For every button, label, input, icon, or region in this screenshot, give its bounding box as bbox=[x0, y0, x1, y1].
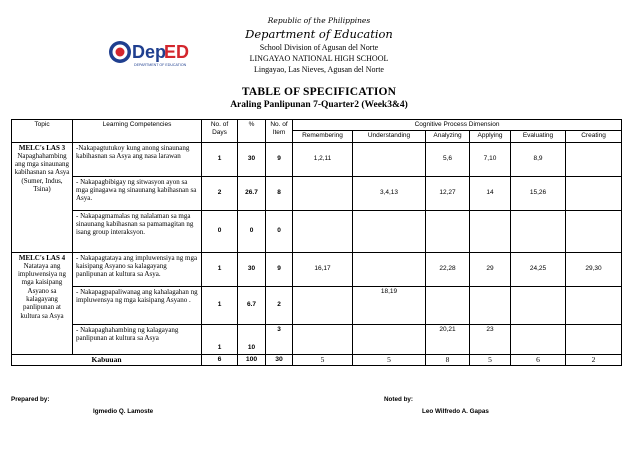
understanding-cell: 18,19 bbox=[353, 286, 426, 324]
evaluating-cell: 8,9 bbox=[511, 142, 566, 176]
total-days: 6 bbox=[202, 354, 238, 365]
table-row bbox=[12, 210, 622, 252]
evaluating-cell: 24,25 bbox=[511, 252, 566, 286]
republic-line: Republic of the Philippines bbox=[267, 16, 371, 25]
department-line: Department of Education bbox=[245, 27, 393, 41]
items-cell: 8 bbox=[266, 176, 293, 210]
total-creating: 2 bbox=[566, 354, 622, 365]
total-items: 30 bbox=[266, 354, 293, 365]
days-cell: 1 bbox=[202, 324, 238, 354]
total-percent: 100 bbox=[238, 354, 266, 365]
col-understanding: Understanding bbox=[353, 131, 426, 142]
analyzing-cell bbox=[426, 210, 470, 252]
total-row bbox=[12, 354, 622, 365]
competency-cell: - Nakapagtataya ang impluwensiya ng mga kaisipang Asyano sa kalagayang panlipunan at kultura sa Asya. bbox=[73, 252, 202, 286]
noted-by-name: Leo Wilfredo A. Gapas bbox=[422, 408, 489, 415]
percent-cell: 30 bbox=[238, 252, 266, 286]
creating-cell bbox=[566, 286, 622, 324]
total-label: Kabuuan bbox=[12, 354, 202, 365]
applying-cell: 23 bbox=[470, 324, 511, 354]
noted-by-label: Noted by: bbox=[384, 396, 414, 403]
percent-cell: 10 bbox=[238, 324, 266, 354]
logo-wordmark-ed: ED bbox=[164, 42, 190, 62]
competency-cell: - Nakapaghahambing ng kalagayang panlipunan at kultura sa Asya bbox=[73, 324, 202, 354]
prepared-by-name: Igmedio Q. Lamoste bbox=[93, 408, 154, 415]
understanding-cell bbox=[353, 210, 426, 252]
total-evaluating: 6 bbox=[511, 354, 566, 365]
remembering-cell bbox=[293, 176, 353, 210]
col-items: No. of Item bbox=[266, 120, 293, 143]
understanding-cell: 3,4,13 bbox=[353, 176, 426, 210]
topic-label: MELC's LAS 3 bbox=[18, 143, 66, 152]
applying-cell: 7,10 bbox=[470, 142, 511, 176]
remembering-cell bbox=[293, 286, 353, 324]
col-competencies: Learning Competencies bbox=[73, 120, 202, 143]
applying-cell: 29 bbox=[470, 252, 511, 286]
total-understanding: 5 bbox=[353, 354, 426, 365]
address-line: Lingayao, Las Nieves, Agusan del Norte bbox=[254, 65, 384, 74]
analyzing-cell: 5,6 bbox=[426, 142, 470, 176]
logo-wordmark-dep: Dep bbox=[132, 42, 167, 62]
col-creating: Creating bbox=[566, 131, 622, 142]
analyzing-cell bbox=[426, 286, 470, 324]
items-cell: 9 bbox=[266, 142, 293, 176]
understanding-cell bbox=[353, 324, 426, 354]
prepared-by-label: Prepared by: bbox=[11, 396, 50, 403]
division-line: School Division of Agusan del Norte bbox=[259, 43, 379, 52]
items-cell: 0 bbox=[266, 210, 293, 252]
table-row bbox=[12, 286, 622, 324]
evaluating-cell bbox=[511, 324, 566, 354]
total-remembering: 5 bbox=[293, 354, 353, 365]
percent-cell: 26.7 bbox=[238, 176, 266, 210]
days-cell: 1 bbox=[202, 252, 238, 286]
understanding-cell bbox=[353, 252, 426, 286]
percent-cell: 6.7 bbox=[238, 286, 266, 324]
competency-cell: -Nakapagtutukoy kung anong sinaunang kabihasnan sa Asya ang nasa larawan bbox=[73, 142, 202, 176]
evaluating-cell bbox=[511, 210, 566, 252]
header-row-1 bbox=[12, 120, 622, 131]
topic-cell bbox=[12, 142, 73, 252]
topic-label: MELC's LAS 4 bbox=[18, 253, 66, 262]
specification-table bbox=[11, 119, 622, 366]
applying-cell bbox=[470, 286, 511, 324]
competency-cell: - Nakapagmamalas ng nalalaman sa mga sinaunang kabihasnan sa pamamagitan ng isang group interaksyon. bbox=[73, 210, 202, 252]
applying-cell bbox=[470, 210, 511, 252]
table-row bbox=[12, 324, 622, 354]
items-cell: 9 bbox=[266, 252, 293, 286]
total-applying: 5 bbox=[470, 354, 511, 365]
evaluating-cell: 15,26 bbox=[511, 176, 566, 210]
percent-cell: 30 bbox=[238, 142, 266, 176]
competency-cell: - Nakapagpapaliwanag ang kahalagahan ng impluwensya ng mga kaisipang Asyano . bbox=[73, 286, 202, 324]
evaluating-cell bbox=[511, 286, 566, 324]
table-row bbox=[12, 142, 622, 176]
logo-tagline: DEPARTMENT OF EDUCATION bbox=[134, 63, 187, 67]
analyzing-cell: 22,28 bbox=[426, 252, 470, 286]
remembering-cell bbox=[293, 210, 353, 252]
topic-cell bbox=[12, 252, 73, 354]
col-remembering: Remembering bbox=[293, 131, 353, 142]
remembering-cell: 16,17 bbox=[293, 252, 353, 286]
creating-cell bbox=[566, 324, 622, 354]
applying-cell: 14 bbox=[470, 176, 511, 210]
percent-cell: 0 bbox=[238, 210, 266, 252]
col-days: No. of Days bbox=[202, 120, 238, 143]
col-topic: Topic bbox=[12, 120, 73, 143]
topic-text: Napaghahambing ang mga sinaunang kabihasnan sa Asya (Sumer, Indus, Tsina) bbox=[14, 151, 70, 194]
table-row bbox=[12, 176, 622, 210]
days-cell: 1 bbox=[202, 142, 238, 176]
days-cell: 0 bbox=[202, 210, 238, 252]
remembering-cell bbox=[293, 324, 353, 354]
table-row bbox=[12, 252, 622, 286]
competency-cell: - Nakapagbibigay ng sitwasyon ayon sa mga ginagawa ng sinaunang kabihasnan sa Asya. bbox=[73, 176, 202, 210]
understanding-cell bbox=[353, 142, 426, 176]
items-cell: 3 bbox=[266, 324, 293, 354]
creating-cell bbox=[566, 142, 622, 176]
creating-cell: 29,30 bbox=[566, 252, 622, 286]
days-cell: 1 bbox=[202, 286, 238, 324]
remembering-cell: 1,2,11 bbox=[293, 142, 353, 176]
document-subtitle: Araling Panlipunan 7-Quarter2 (Week3&4) bbox=[230, 100, 408, 110]
school-line: LINGAYAO NATIONAL HIGH SCHOOL bbox=[249, 54, 389, 63]
col-cognitive: Cognitive Process Dimension bbox=[293, 120, 622, 131]
items-cell: 2 bbox=[266, 286, 293, 324]
topic-text: Natataya ang impluwensiya ng mga kaisipang Asyano sa kalagayang panlipunan at kultura sa Asya bbox=[17, 261, 67, 320]
days-cell: 2 bbox=[202, 176, 238, 210]
analyzing-cell: 12,27 bbox=[426, 176, 470, 210]
col-evaluating: Evaluating bbox=[511, 131, 566, 142]
creating-cell bbox=[566, 176, 622, 210]
analyzing-cell: 20,21 bbox=[426, 324, 470, 354]
col-applying: Applying bbox=[470, 131, 511, 142]
creating-cell bbox=[566, 210, 622, 252]
col-analyzing: Analyzing bbox=[426, 131, 470, 142]
document-title: TABLE OF SPECIFICATION bbox=[241, 86, 397, 98]
total-analyzing: 8 bbox=[426, 354, 470, 365]
col-percent: % bbox=[238, 120, 266, 143]
